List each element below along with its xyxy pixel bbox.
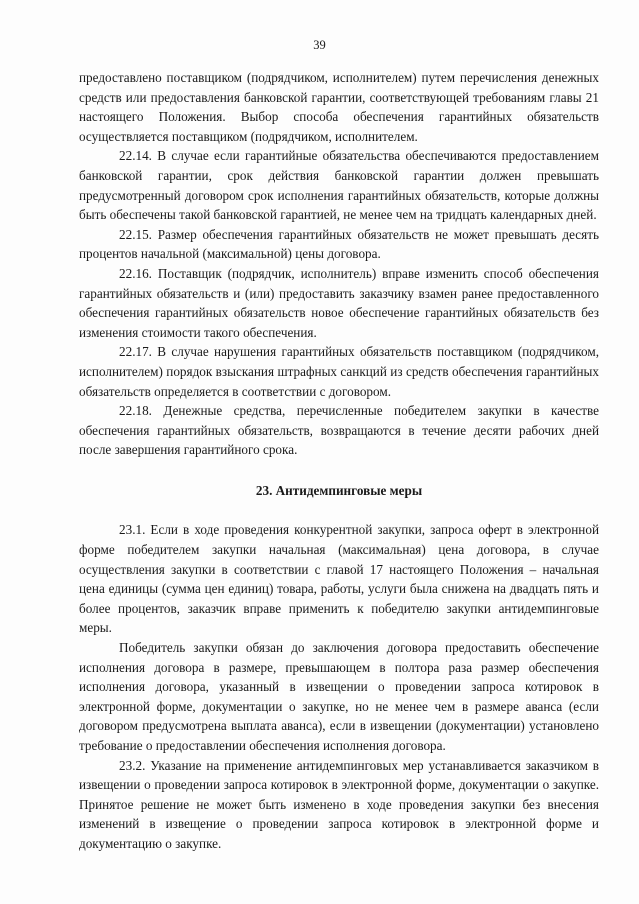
paragraph-23-2: 23.2. Указание на применение антидемпинговых мер устанавливается заказчиком в извещении о проведении запроса котировок в электронной форме, документации о закупке. Принятое решение не может быть изменено в ходе проведения закупки без внесения изменений в извещение о проведении запроса котировок в электронной форме и документацию о закупке. xyxy=(79,757,599,851)
page-content xyxy=(79,68,599,854)
paragraph-22-15: 22.15. Размер обеспечения гарантийных обязательств не может превышать десять процентов начальной (максимальной) цены договора. xyxy=(79,226,599,262)
paragraph-23-1-winner: Победитель закупки обязан до заключения договора предоставить обеспечение исполнения договора в размере, превышающем в полтора раза размер обеспечения исполнения договора, указанный в извещении о проведении запроса котировок в электронной форме, документации о закупке, но не менее чем в размере аванса (если договором предусмотрена выплата аванса), если в извещении (документации) установлено требование о предоставлении обеспечения исполнения договора. xyxy=(79,640,599,753)
paragraph-22-14: 22.14. В случае если гарантийные обязательства обеспечиваются предоставлением банковской гарантии, срок действия банковской гарантии должен превышать предусмотренный договором срок исполнения гарантийных обязательств, которые должны быть обеспечены такой банковской гарантией, не менее чем на тридцать календарных дней. xyxy=(79,148,599,223)
section-heading: 23. Антидемпинговые меры xyxy=(255,482,423,498)
paragraph-22-17: 22.17. В случае нарушения гарантийных обязательств поставщиком (подрядчиком, исполнителем) порядок взыскания штрафных санкций из средств обеспечения гарантийных обязательств определяется в соответствии с договором. xyxy=(79,344,599,399)
page-number: 39 xyxy=(313,38,326,52)
paragraph-23-1: 23.1. Если в ходе проведения конкурентной закупки, запроса оферт в электронной форме победителем закупки начальная (максимальная) цена договора, в случае осуществления закупки в соответствии с главой 17 настоящего Положения – начальная цена единицы (сумма цен единиц) товара, работы, услуги была снижена на двадцать пять и более процентов, заказчик вправе применить к победителю закупки антидемпинговые меры. xyxy=(79,522,599,636)
paragraph-continuation: предоставлено поставщиком (подрядчиком, исполнителем) путем перечисления денежных средств или предоставления банковской гарантии, соответствующей требованиям главы 21 настоящего Положения. Выбор способа обеспечения гарантийных обязательств осуществляется поставщиком (подрядчиком, исполнителем. xyxy=(79,70,599,144)
paragraph-22-18: 22.18. Денежные средства, перечисленные победителем закупки в качестве обеспечения гарантийных обязательств, возвращаются в течение десяти рабочих дней после завершения гарантийного срока. xyxy=(79,403,599,458)
paragraph-22-16: 22.16. Поставщик (подрядчик, исполнитель) вправе изменить способ обеспечения гарантийных обязательств и (или) предоставить заказчику взамен ранее предоставленного обеспечения гарантийных обязательств новое обеспечение гарантийных обязательств без изменения стоимости такого обеспечения. xyxy=(79,265,599,340)
